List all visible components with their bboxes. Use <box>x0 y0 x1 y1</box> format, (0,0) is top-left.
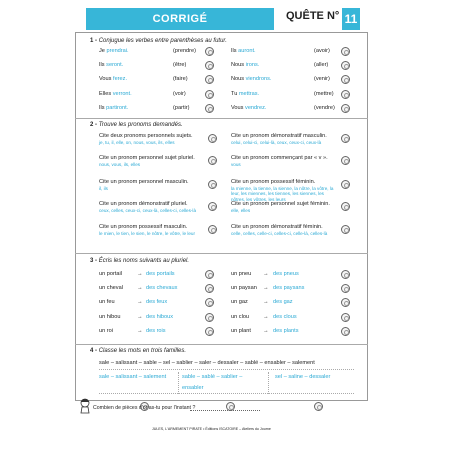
pronoun-answer: la mienne, la tienne, la sienne, la nôtre, la vôtre, la leur, les miennes, les tiennes, les siennes, les nôtres, les vôtres, les leurs <box>231 186 334 202</box>
infinitive: (être) <box>173 62 187 69</box>
pronoun-question: Cite un pronom possessif masculin. <box>99 224 188 230</box>
singular-noun: un roi <box>99 327 113 334</box>
section-4-title: 4 - Classe les mots en trois familles. <box>90 348 187 354</box>
plural-noun: des gaz <box>273 299 293 306</box>
answer: auront. <box>238 48 256 54</box>
singular-noun: un cheval <box>99 285 123 292</box>
conjugation-row <box>99 76 127 82</box>
coin-icon <box>341 134 350 143</box>
infinitive: (voir) <box>173 90 186 97</box>
subject: Ils <box>99 62 105 69</box>
singular-noun: un clou <box>231 313 250 320</box>
answer: viendrons. <box>245 76 272 83</box>
answer-line <box>99 369 354 370</box>
coin-icon <box>341 156 350 165</box>
subject: Nous <box>231 62 245 69</box>
arrow-icon: → <box>137 313 143 320</box>
subject: Ils <box>99 104 105 111</box>
pronoun-question: Cite un pronom personnel sujet féminin. <box>231 201 330 207</box>
quete-label: QUÊTE N° <box>286 10 340 22</box>
infinitive: (mettre) <box>314 90 334 97</box>
coin-icon <box>205 104 214 113</box>
singular-noun: un hibou <box>99 313 121 320</box>
pronoun-question: Cite un pronom personnel sujet pluriel. <box>99 155 195 161</box>
coin-icon <box>341 104 350 113</box>
coin-icon <box>208 225 217 234</box>
infinitive: (aller) <box>314 62 329 69</box>
plural-noun: des clous <box>273 313 297 320</box>
answer: mettras. <box>238 90 260 97</box>
family-3: sel – saline – dessaler <box>275 374 331 380</box>
answer: seront. <box>106 62 124 69</box>
family-2-line-1: sable – sablé – sablier – <box>182 374 243 380</box>
plural-noun: des pneus <box>273 271 299 277</box>
pronoun-answer: elle, elles <box>231 208 251 213</box>
subject: Nous <box>231 76 245 83</box>
answer: irons. <box>245 62 260 69</box>
answer: vendrez. <box>245 104 267 111</box>
pronoun-answer: je, tu, il, elle, on, nous, vous, ils, elles <box>99 140 175 145</box>
arrow-icon: → <box>263 327 269 334</box>
coin-icon <box>314 402 323 411</box>
pronoun-answer: celle, celles, celle-ci, celles-ci, celle-là, celles-là <box>231 231 328 236</box>
coin-icon <box>205 270 214 279</box>
corrige-banner: CORRIGÉ <box>86 8 274 30</box>
conjugation-row <box>231 76 271 82</box>
conjugation-row <box>99 48 129 54</box>
subject: Elles <box>99 90 112 97</box>
section-divider <box>75 118 368 119</box>
word-list: sale – salissant – sable – sel – sablier – saler – dessaler – sablé – ensabler – salement <box>99 360 315 366</box>
credits: JULES, L'ARMEMENT PIRATE • Éditions ISCATOIRE – Ateliers du Journe <box>152 427 271 431</box>
coin-icon <box>205 327 214 336</box>
pronoun-answer: nous, vous, ils, elles <box>99 162 141 167</box>
plural-noun: des plants <box>273 327 299 334</box>
quete-number: 11 <box>342 8 360 30</box>
coin-icon <box>341 313 350 322</box>
answer: prendrai. <box>106 48 129 54</box>
pronoun-answer: il, ils <box>99 186 108 191</box>
coin-icon <box>205 47 214 56</box>
section-divider <box>75 253 368 254</box>
coin-icon <box>205 313 214 322</box>
singular-noun: un feu <box>99 299 115 306</box>
conjugation-row <box>99 105 128 111</box>
infinitive: (prendre) <box>173 48 197 54</box>
conjugation-row <box>231 91 259 97</box>
pronoun-question: Cite un pronom personnel masculin. <box>99 179 189 185</box>
infinitive: (vendre) <box>314 104 335 111</box>
pronoun-answer: vous <box>231 162 241 167</box>
section-3-title: 3 - Écris les noms suivants au pluriel. <box>90 258 190 264</box>
subject: Vous <box>99 76 112 83</box>
coin-icon <box>341 202 350 211</box>
pronoun-question: Cite un pronom démonstratif pluriel. <box>99 201 188 207</box>
coin-icon <box>341 327 350 336</box>
singular-noun: un portail <box>99 271 123 277</box>
coin-icon <box>341 225 350 234</box>
singular-noun: un plant <box>231 327 251 334</box>
pirate-mascot-icon <box>78 398 92 414</box>
arrow-icon: → <box>263 299 269 306</box>
arrow-icon: → <box>137 299 143 306</box>
family-1: sale – salissant – salement <box>99 374 167 380</box>
column-separator <box>268 372 269 394</box>
conjugation-row <box>99 91 132 97</box>
pronoun-question: Cite un pronom commençant par « v ». <box>231 155 328 161</box>
conjugation-row <box>99 62 123 68</box>
arrow-icon: → <box>263 313 269 320</box>
pronoun-answer: ceux, celles, ceux-ci, ceux-là, celles-ci, celles-là <box>99 208 197 213</box>
coin-icon <box>341 90 350 99</box>
arrow-icon: → <box>137 327 143 334</box>
pronoun-question: Cite un pronom démonstratif féminin. <box>231 224 323 230</box>
conjugation-row <box>231 48 256 54</box>
pronoun-question: Cite un pronom démonstratif masculin. <box>231 133 327 139</box>
arrow-icon: → <box>263 285 269 292</box>
footer-answer-line <box>190 410 260 411</box>
coin-icon <box>208 202 217 211</box>
subject: Ils <box>231 48 237 54</box>
plural-noun: des chevaux <box>146 285 178 292</box>
pronoun-question: Cite deux pronoms personnels sujets. <box>99 133 193 139</box>
answer-line <box>99 393 354 394</box>
infinitive: (avoir) <box>314 48 330 54</box>
plural-noun: des hiboux <box>146 313 174 320</box>
pronoun-answer: celui, celui-ci, celui-là, ceux, ceux-ci, ceux-là <box>231 140 322 145</box>
column-separator <box>178 372 179 394</box>
answer: verront. <box>112 90 132 97</box>
answer: partiront. <box>106 104 129 111</box>
coin-icon <box>341 47 350 56</box>
coin-icon <box>341 180 350 189</box>
singular-noun: un gaz <box>231 299 248 306</box>
plural-noun: des rois <box>146 327 166 334</box>
footer-question: Combien de pièces d'or as-tu pour l'instant ? <box>93 405 196 411</box>
family-2-line-2: ensabler <box>182 385 204 391</box>
plural-noun: des paysans <box>273 285 305 292</box>
coin-icon <box>205 90 214 99</box>
infinitive: (faire) <box>173 76 188 83</box>
plural-noun: des portails <box>146 271 175 277</box>
section-1-title: 1 - Conjugue les verbes entre parenthèses au futur. <box>90 38 227 44</box>
section-divider <box>75 344 368 345</box>
subject: Je <box>99 48 105 54</box>
coin-icon <box>341 270 350 279</box>
subject: Tu <box>231 90 238 97</box>
arrow-icon: → <box>137 271 143 277</box>
coin-icon <box>208 180 217 189</box>
conjugation-row <box>231 62 259 68</box>
section-2-title: 2 - Trouve les pronoms demandés. <box>90 122 183 128</box>
pronoun-answer: le mien, le tien, le sien, le nôtre, le vôtre, le leur <box>99 231 196 236</box>
singular-noun: un pneu <box>231 271 252 277</box>
coin-icon <box>208 156 217 165</box>
subject: Vous <box>231 104 244 111</box>
arrow-icon: → <box>137 285 143 292</box>
arrow-icon: → <box>263 271 269 277</box>
plural-noun: des feux <box>146 299 168 306</box>
singular-noun: un paysan <box>231 285 257 292</box>
coin-icon <box>208 134 217 143</box>
answer: ferez. <box>113 76 128 83</box>
conjugation-row <box>231 105 266 111</box>
infinitive: (venir) <box>314 76 330 83</box>
pronoun-question: Cite un pronom possessif féminin. <box>231 179 316 185</box>
worksheet-frame <box>75 32 368 401</box>
infinitive: (partir) <box>173 104 190 111</box>
